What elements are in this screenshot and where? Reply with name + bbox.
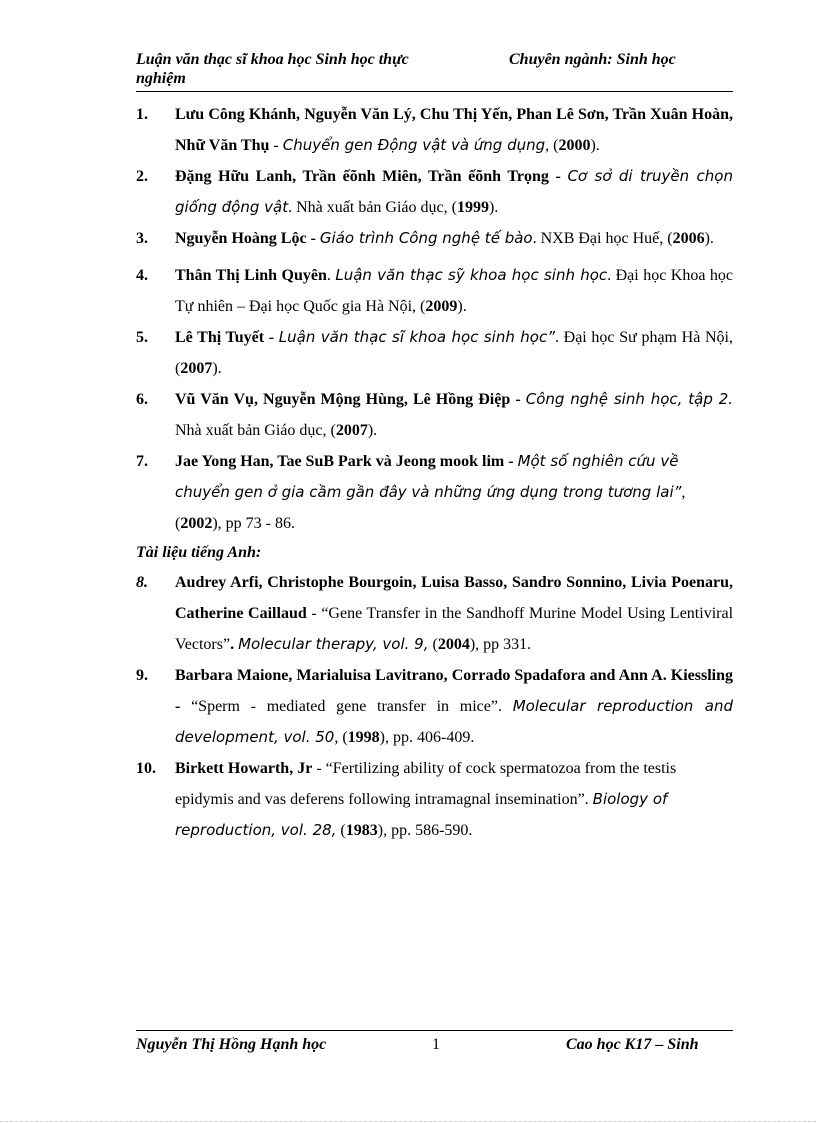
reference-authors: Audrey Arfi, Christophe Bourgoin, Luisa Basso, Sandro Sonnino, Livia Poenaru, Catherine Caillaud	[175, 574, 733, 622]
reference-number: 4.	[136, 267, 148, 284]
header-thesis-title: Luận văn thạc sĩ khoa học Sinh học thực nghiệm	[136, 51, 409, 87]
reference-number: 7.	[136, 453, 148, 470]
reference-journal: Biology of reproduction, vol. 28,	[175, 790, 668, 839]
footer-divider	[136, 1030, 733, 1031]
reference-title: Một số nghiên cứu về chuyển gen ở gia cầm gần đây và những ứng dụng trong tương lai”	[175, 452, 682, 501]
header-major: Chuyên ngành: Sinh học	[509, 51, 676, 68]
reference-number: 1.	[136, 106, 148, 123]
reference-authors: Lê Thị Tuyết	[175, 329, 265, 346]
footer-course: Cao học K17 – Sinh	[566, 1036, 699, 1053]
reference-number: 10.	[136, 760, 156, 777]
reference-year: 2002	[180, 515, 213, 532]
reference-title: Công nghệ sinh học, tập 2.	[525, 390, 734, 408]
reference-year: 1998	[347, 729, 380, 746]
header-divider	[136, 91, 733, 92]
reference-item: 4. Thân Thị Linh Quyên. Luận văn thạc sỹ khoa học sinh học. Đại học Khoa học Tự nhiên – Đại học Quốc gia Hà Nội, (2009).	[136, 260, 733, 322]
reference-item: 8. Audrey Arfi, Christophe Bourgoin, Luisa Basso, Sandro Sonnino, Livia Poenaru, Catherine Caillaud - “Gene Transfer in the Sandhoff Murine Model Using Lentiviral Vectors”. Molecular therapy, vol. 9, (2004), pp 331.	[136, 567, 733, 660]
reference-number: 9.	[136, 667, 148, 684]
reference-item: 10. Birkett Howarth, Jr - “Fertilizing ability of cock spermatozoa from the testis epidymis and vas deferens following intramagnal insemination”. Biology of reproduction, vol. 28, (1983), pp. 586-590.	[136, 753, 733, 846]
reference-authors: Lưu Công Khánh, Nguyễn Văn Lý, Chu Thị Yến, Phan Lê Sơn, Trần Xuân Hoàn, Nhữ Văn Thụ	[175, 106, 733, 154]
reference-number: 6.	[136, 391, 148, 408]
reference-authors: Barbara Maione, Marialuisa Lavitrano, Corrado Spadafora and Ann A. Kiessling	[175, 667, 733, 684]
reference-number: 3.	[136, 230, 148, 247]
reference-number: 2.	[136, 168, 148, 185]
reference-journal: Molecular therapy, vol. 9,	[238, 635, 429, 653]
reference-title: “Fertilizing ability of cock spermatozoa from the testis epidymis and vas deferens following intramagnal insemination”.	[175, 760, 677, 808]
footer-author: Nguyễn Thị Hồng Hạnh học	[136, 1036, 327, 1053]
reference-journal: Molecular reproduction and development, vol. 50	[175, 697, 734, 746]
section-heading-english: Tài liệu tiếng Anh:	[136, 544, 262, 561]
reference-item: 3. Nguyễn Hoàng Lộc - Giáo trình Công nghệ tế bào. NXB Đại học Huế, (2006).	[136, 223, 733, 254]
reference-year: 2007	[335, 422, 368, 439]
reference-authors: Jae Yong Han, Tae SuB Park và Jeong mook lim	[175, 453, 505, 470]
reference-item: 7. Jae Yong Han, Tae SuB Park và Jeong mook lim - Một số nghiên cứu về chuyển gen ở gia cầm gần đây và những ứng dụng trong tương lai”, (2002), pp 73 - 86.	[136, 446, 733, 539]
reference-year: 2007	[180, 360, 213, 377]
reference-year: 1983	[345, 822, 378, 839]
reference-year: 2004	[437, 636, 470, 653]
reference-item: 5. Lê Thị Tuyết - Luận văn thạc sĩ khoa học sinh học”. Đại học Sư phạm Hà Nội, (2007).	[136, 322, 733, 384]
reference-title: “Gene Transfer in the Sandhoff Murine Model Using Lentiviral Vectors”	[175, 605, 734, 653]
reference-authors: Đặng Hữu Lanh, Trần ếõnh Miên, Trần ếõnh Trọng	[175, 168, 549, 185]
reference-title: “Sperm - mediated gene transfer in mice”.	[191, 698, 502, 715]
reference-title: Giáo trình Công nghệ tế bào	[319, 229, 533, 247]
reference-title: Chuyển gen Động vật và ứng dụng	[282, 136, 546, 154]
page-edge	[0, 1121, 816, 1122]
page-number: 1	[432, 1036, 440, 1053]
reference-title: Luận văn thạc sĩ khoa học sinh học”	[278, 328, 555, 346]
page-header	[136, 50, 732, 90]
reference-item: 2. Đặng Hữu Lanh, Trần ếõnh Miên, Trần ếõnh Trọng - Cơ sở di truyền chọn giống động vật. Nhà xuất bản Giáo dục, (1999).	[136, 161, 733, 223]
reference-title: Luận văn thạc sỹ khoa học sinh học	[335, 266, 608, 284]
reference-year: 2006	[672, 230, 705, 247]
reference-item: 9. Barbara Maione, Marialuisa Lavitrano, Corrado Spadafora and Ann A. Kiessling - “Sperm - mediated gene transfer in mice”. Molecular reproduction and development, vol. 50, (1998), pp. 406-409.	[136, 660, 733, 753]
reference-year: 2009	[425, 298, 458, 315]
reference-list	[136, 99, 733, 846]
reference-authors: Birkett Howarth, Jr	[175, 760, 313, 777]
reference-item: 6. Vũ Văn Vụ, Nguyễn Mộng Hùng, Lê Hồng Điệp - Công nghệ sinh học, tập 2. Nhà xuất bản Giáo dục, (2007).	[136, 384, 733, 446]
reference-year: 1999	[456, 199, 489, 216]
reference-year: 2000	[558, 137, 591, 154]
reference-item: 1. Lưu Công Khánh, Nguyễn Văn Lý, Chu Thị Yến, Phan Lê Sơn, Trần Xuân Hoàn, Nhữ Văn Thụ - Chuyển gen Động vật và ứng dụng, (2000).	[136, 99, 733, 161]
reference-authors: Vũ Văn Vụ, Nguyễn Mộng Hùng, Lê Hồng Điệp	[175, 391, 511, 408]
reference-title: Cơ sở di truyền chọn giống động vật	[175, 167, 733, 216]
reference-number: 5.	[136, 329, 148, 346]
reference-authors: Thân Thị Linh Quyên	[175, 267, 327, 284]
reference-authors: Nguyễn Hoàng Lộc	[175, 230, 307, 247]
reference-number: 8.	[136, 574, 148, 591]
